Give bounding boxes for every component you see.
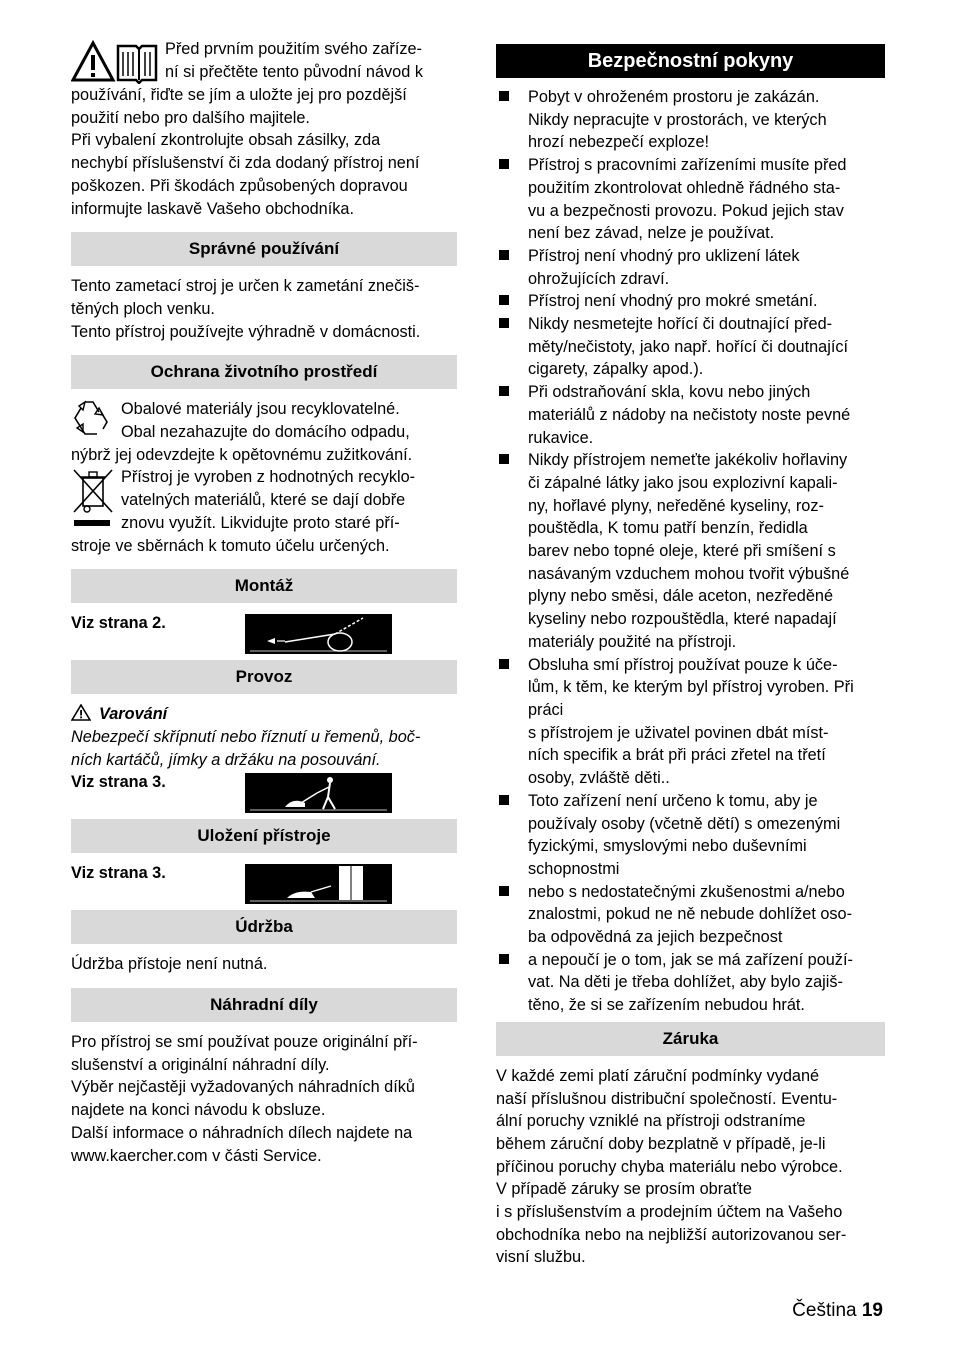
page-footer bbox=[792, 1300, 883, 1322]
safety-bullet-item bbox=[496, 881, 885, 949]
section-heading-spare-parts: Náhradní díly bbox=[71, 988, 457, 1022]
bullet-line: měty/nečistoty, jako např. hořící či doutnající bbox=[528, 337, 849, 356]
bullet-square-icon bbox=[499, 386, 509, 396]
bullet-square-icon bbox=[499, 795, 509, 805]
bullet-square-icon bbox=[499, 886, 509, 896]
intro-line: Při vybalení zkontrolujte obsah zásilky, zda bbox=[71, 131, 381, 150]
bullet-line: není bez závad, nelze je používat. bbox=[528, 224, 775, 243]
bullet-line: Přístroj není vhodný pro uklizení látek bbox=[528, 246, 800, 265]
bullet-line: a nepoučí je o tom, jak se má zařízení použí- bbox=[528, 950, 853, 969]
page-reference: Viz strana 3. bbox=[71, 864, 166, 883]
maintenance-text: Údržba přístoje není nutná. bbox=[71, 955, 268, 974]
intro-line: použití nebo pro dalšího majitele. bbox=[71, 108, 310, 127]
bullet-line: Obsluha smí přístroj používat pouze k úče- bbox=[528, 655, 838, 674]
recycle-line: nýbrž jej odevzdejte k opětovnému zužitkování. bbox=[71, 445, 413, 464]
bullet-line: Při odstraňování skla, kovu nebo jiných bbox=[528, 383, 811, 402]
bullet-square-icon bbox=[499, 954, 509, 964]
bullet-square-icon bbox=[499, 454, 509, 464]
section-heading-operation: Provoz bbox=[71, 660, 457, 694]
bullet-line: vat. Na děti je třeba dohlížet, aby bylo zajiš- bbox=[528, 973, 843, 992]
bullet-line: použitím zkontrolovat ohledně řádného sta- bbox=[528, 178, 841, 197]
disposal-line: znovu využít. Likvidujte proto staré pří- bbox=[121, 513, 400, 532]
safety-bullet-list bbox=[496, 86, 885, 1017]
bullet-line: cigarety, zápalky apod.). bbox=[528, 360, 704, 379]
bullet-line: znalostmi, pokud ne ně nebude dohlížet oso- bbox=[528, 905, 853, 924]
section-heading-storage: Uložení přístroje bbox=[71, 819, 457, 853]
intro-block bbox=[71, 38, 457, 220]
footer-language: Čeština bbox=[792, 1300, 857, 1321]
intro-line: ní si přečtěte tento původní návod k bbox=[165, 62, 423, 81]
page-number: 19 bbox=[861, 1300, 883, 1321]
bullet-line: vu a bezpečnosti provozu. Pokud jejich stav bbox=[528, 201, 844, 220]
bullet-line: nasávaným vzduchem mohou tvořit výbušné bbox=[528, 564, 850, 583]
bullet-line: materiálů z nádoby na nečistoty noste pevné bbox=[528, 405, 851, 424]
disposal-line: stroje ve sběrnách k tomuto účelu určených. bbox=[71, 536, 390, 555]
assembly-illustration bbox=[245, 614, 392, 654]
operation-reference bbox=[71, 771, 457, 817]
bullet-line: plyny nebo směsi, dále aceton, nezředěné bbox=[528, 587, 834, 606]
warning-icon bbox=[71, 704, 91, 721]
recycle-block bbox=[71, 398, 457, 466]
spare-parts-line: www.kaercher.com v části Service. bbox=[71, 1146, 322, 1165]
bullet-line: Nikdy nepracujte v prostorách, ve kterých bbox=[528, 110, 827, 129]
spare-parts-line: najdete na konci návodu k obsluze. bbox=[71, 1101, 326, 1120]
bullet-line: ohrožujících zdraví. bbox=[528, 269, 670, 288]
bullet-line: Přístroj není vhodný pro mokré smetání. bbox=[528, 292, 818, 311]
warranty-line: obchodníka nebo na nejbližší autorizovanou ser- bbox=[496, 1225, 847, 1244]
spare-parts-line: Výběr nejčastěji vyžadovaných náhradních díků bbox=[71, 1078, 415, 1097]
bullet-line: Nikdy přístrojem nemeťte jakékoliv hořlaviny bbox=[528, 451, 848, 470]
spare-parts-line: Pro přístroj se smí používat pouze originální pří- bbox=[71, 1033, 418, 1052]
safety-bullet-item bbox=[496, 790, 885, 881]
disposal-line: vatelných materiálů, které se dají dobře bbox=[121, 491, 406, 510]
right-column bbox=[496, 38, 885, 1269]
bullet-line: ních specifik a brát při práci zřetel na třetí bbox=[528, 746, 826, 765]
spare-parts-line: Další informace o náhradních dílech najdete na bbox=[71, 1123, 413, 1142]
bullet-square-icon bbox=[499, 250, 509, 260]
intro-line: nechybí příslušenství či zda dodaný přístroj není bbox=[71, 154, 420, 173]
bullet-line: ba odpovědná za jejich bezpečnost bbox=[528, 928, 783, 947]
bullet-line: nebo s nedostatečnými zkušenostmi a/nebo bbox=[528, 882, 845, 901]
operation-illustration bbox=[245, 773, 392, 813]
safety-bullet-item bbox=[496, 86, 885, 154]
bullet-line: kyseliny nebo rozpouštědla, které napadají bbox=[528, 610, 837, 629]
bullet-line: barev nebo topné oleje, které při smíšení s bbox=[528, 542, 836, 561]
safety-bullet-item bbox=[496, 449, 885, 653]
proper-use-line: těných ploch venku. bbox=[71, 299, 215, 318]
spare-parts-line: slušenství a originální náhradní díly. bbox=[71, 1055, 330, 1074]
bullet-line: lům, k těm, ke kterým byl přístroj vyroben. Při práci bbox=[528, 678, 854, 719]
disposal-line: Přístroj je vyroben z hodnotných recyklo- bbox=[121, 468, 416, 487]
bullet-square-icon bbox=[499, 659, 509, 669]
section-heading-environment: Ochrana životního prostředí bbox=[71, 355, 457, 389]
bullet-line: s přístrojem je uživatel povinen dbát míst- bbox=[528, 723, 829, 742]
intro-line: poškozen. Při škodách způsobených dopravou bbox=[71, 176, 408, 195]
warranty-text bbox=[496, 1065, 885, 1269]
recycle-line: Obalové materiály jsou recyklovatelné. bbox=[121, 400, 400, 419]
bullet-line: schopnostmi bbox=[528, 859, 620, 878]
warning-heading bbox=[71, 703, 457, 726]
assembly-reference bbox=[71, 612, 457, 658]
page-reference: Viz strana 3. bbox=[71, 773, 166, 792]
warranty-line: V případě záruky se prosím obraťte bbox=[496, 1180, 752, 1199]
bullet-line: fyzickými, smyslovými nebo duševními bbox=[528, 837, 807, 856]
warning-line: ních kartáčů, jímky a držáku na posouvání. bbox=[71, 750, 381, 769]
bullet-square-icon bbox=[499, 159, 509, 169]
bullet-line: ny, hořlavé plyny, neředěné kyseliny, roz- bbox=[528, 496, 824, 515]
intro-line: Před prvním použitím svého zaříze- bbox=[165, 40, 422, 58]
crossed-bin-icon bbox=[71, 466, 115, 530]
section-heading-proper-use: Správné používání bbox=[71, 232, 457, 266]
safety-bullet-item bbox=[496, 313, 885, 381]
safety-bullet-item bbox=[496, 290, 885, 313]
bullet-square-icon bbox=[499, 318, 509, 328]
bullet-line: či zápalné látky jako jsou explozivní kapali- bbox=[528, 473, 838, 492]
bullet-line: Nikdy nesmetejte hořící či doutnající před- bbox=[528, 315, 833, 334]
bullet-line: Pobyt v ohroženém prostoru je zakázán. bbox=[528, 88, 820, 106]
safety-bullet-item bbox=[496, 949, 885, 1017]
section-heading-assembly: Montáž bbox=[71, 569, 457, 603]
intro-line: používání, řiďte se jím a uložte jej pro pozdější bbox=[71, 86, 407, 104]
bullet-square-icon bbox=[499, 295, 509, 305]
storage-reference bbox=[71, 862, 457, 908]
disposal-block bbox=[71, 466, 457, 557]
recycle-icon bbox=[71, 398, 115, 440]
warning-line: Nebezpečí skřípnutí nebo říznutí u řemenů, boč- bbox=[71, 727, 421, 746]
recycle-line: Obal nezahazujte do domácího odpadu, bbox=[121, 423, 410, 442]
warranty-line: naší příslušnou distribuční společností. Eventu- bbox=[496, 1089, 838, 1108]
warranty-line: příčinou poruchy chyba materiálu nebo výrobce. bbox=[496, 1157, 843, 1176]
safety-bullet-item bbox=[496, 381, 885, 449]
left-column bbox=[71, 38, 457, 1167]
bullet-line: Přístroj s pracovními zařízeními musíte před bbox=[528, 156, 847, 175]
safety-bullet-item bbox=[496, 245, 885, 290]
bullet-line: rukavice. bbox=[528, 428, 594, 447]
intro-line: informujte laskavě Vašeho obchodníka. bbox=[71, 199, 354, 218]
bullet-square-icon bbox=[499, 91, 509, 101]
warranty-line: během záruční doby bezplatně v případě, je-li bbox=[496, 1134, 826, 1153]
section-heading-safety: Bezpečnostní pokyny bbox=[496, 44, 885, 78]
bullet-line: pouštědla, K tomu patří benzín, ředidla bbox=[528, 519, 808, 538]
safety-bullet-item bbox=[496, 154, 885, 245]
warranty-line: visní službu. bbox=[496, 1248, 586, 1267]
page-reference: Viz strana 2. bbox=[71, 614, 166, 633]
warranty-line: i s příslušenstvím a prodejním účtem na Vašeho bbox=[496, 1203, 843, 1222]
proper-use-line: Tento přístroj používejte výhradně v domácnosti. bbox=[71, 322, 421, 341]
storage-illustration bbox=[245, 864, 392, 904]
safety-bullet-item bbox=[496, 654, 885, 790]
warning-manual-icon bbox=[71, 40, 159, 84]
bullet-line: používaly osoby (včetně dětí) s omezenými bbox=[528, 814, 841, 833]
warning-label: Varování bbox=[99, 705, 168, 724]
bullet-line: těno, že si se zařízením nebudou hrát. bbox=[528, 996, 805, 1015]
proper-use-line: Tento zametací stroj je určen k zametání znečiš- bbox=[71, 277, 420, 296]
section-heading-maintenance: Údržba bbox=[71, 910, 457, 944]
section-heading-warranty: Záruka bbox=[496, 1022, 885, 1056]
bullet-line: materiály použité na přístroji. bbox=[528, 632, 737, 651]
bullet-line: hrozí nebezpečí exploze! bbox=[528, 133, 710, 152]
bullet-line: Toto zařízení není určeno k tomu, aby je bbox=[528, 791, 818, 810]
bullet-line: osoby, zvláště děti.. bbox=[528, 769, 670, 788]
warranty-line: V každé zemi platí záruční podmínky vydané bbox=[496, 1066, 820, 1085]
warranty-line: ální poruchy vzniklé na přístroji odstraníme bbox=[496, 1112, 806, 1131]
